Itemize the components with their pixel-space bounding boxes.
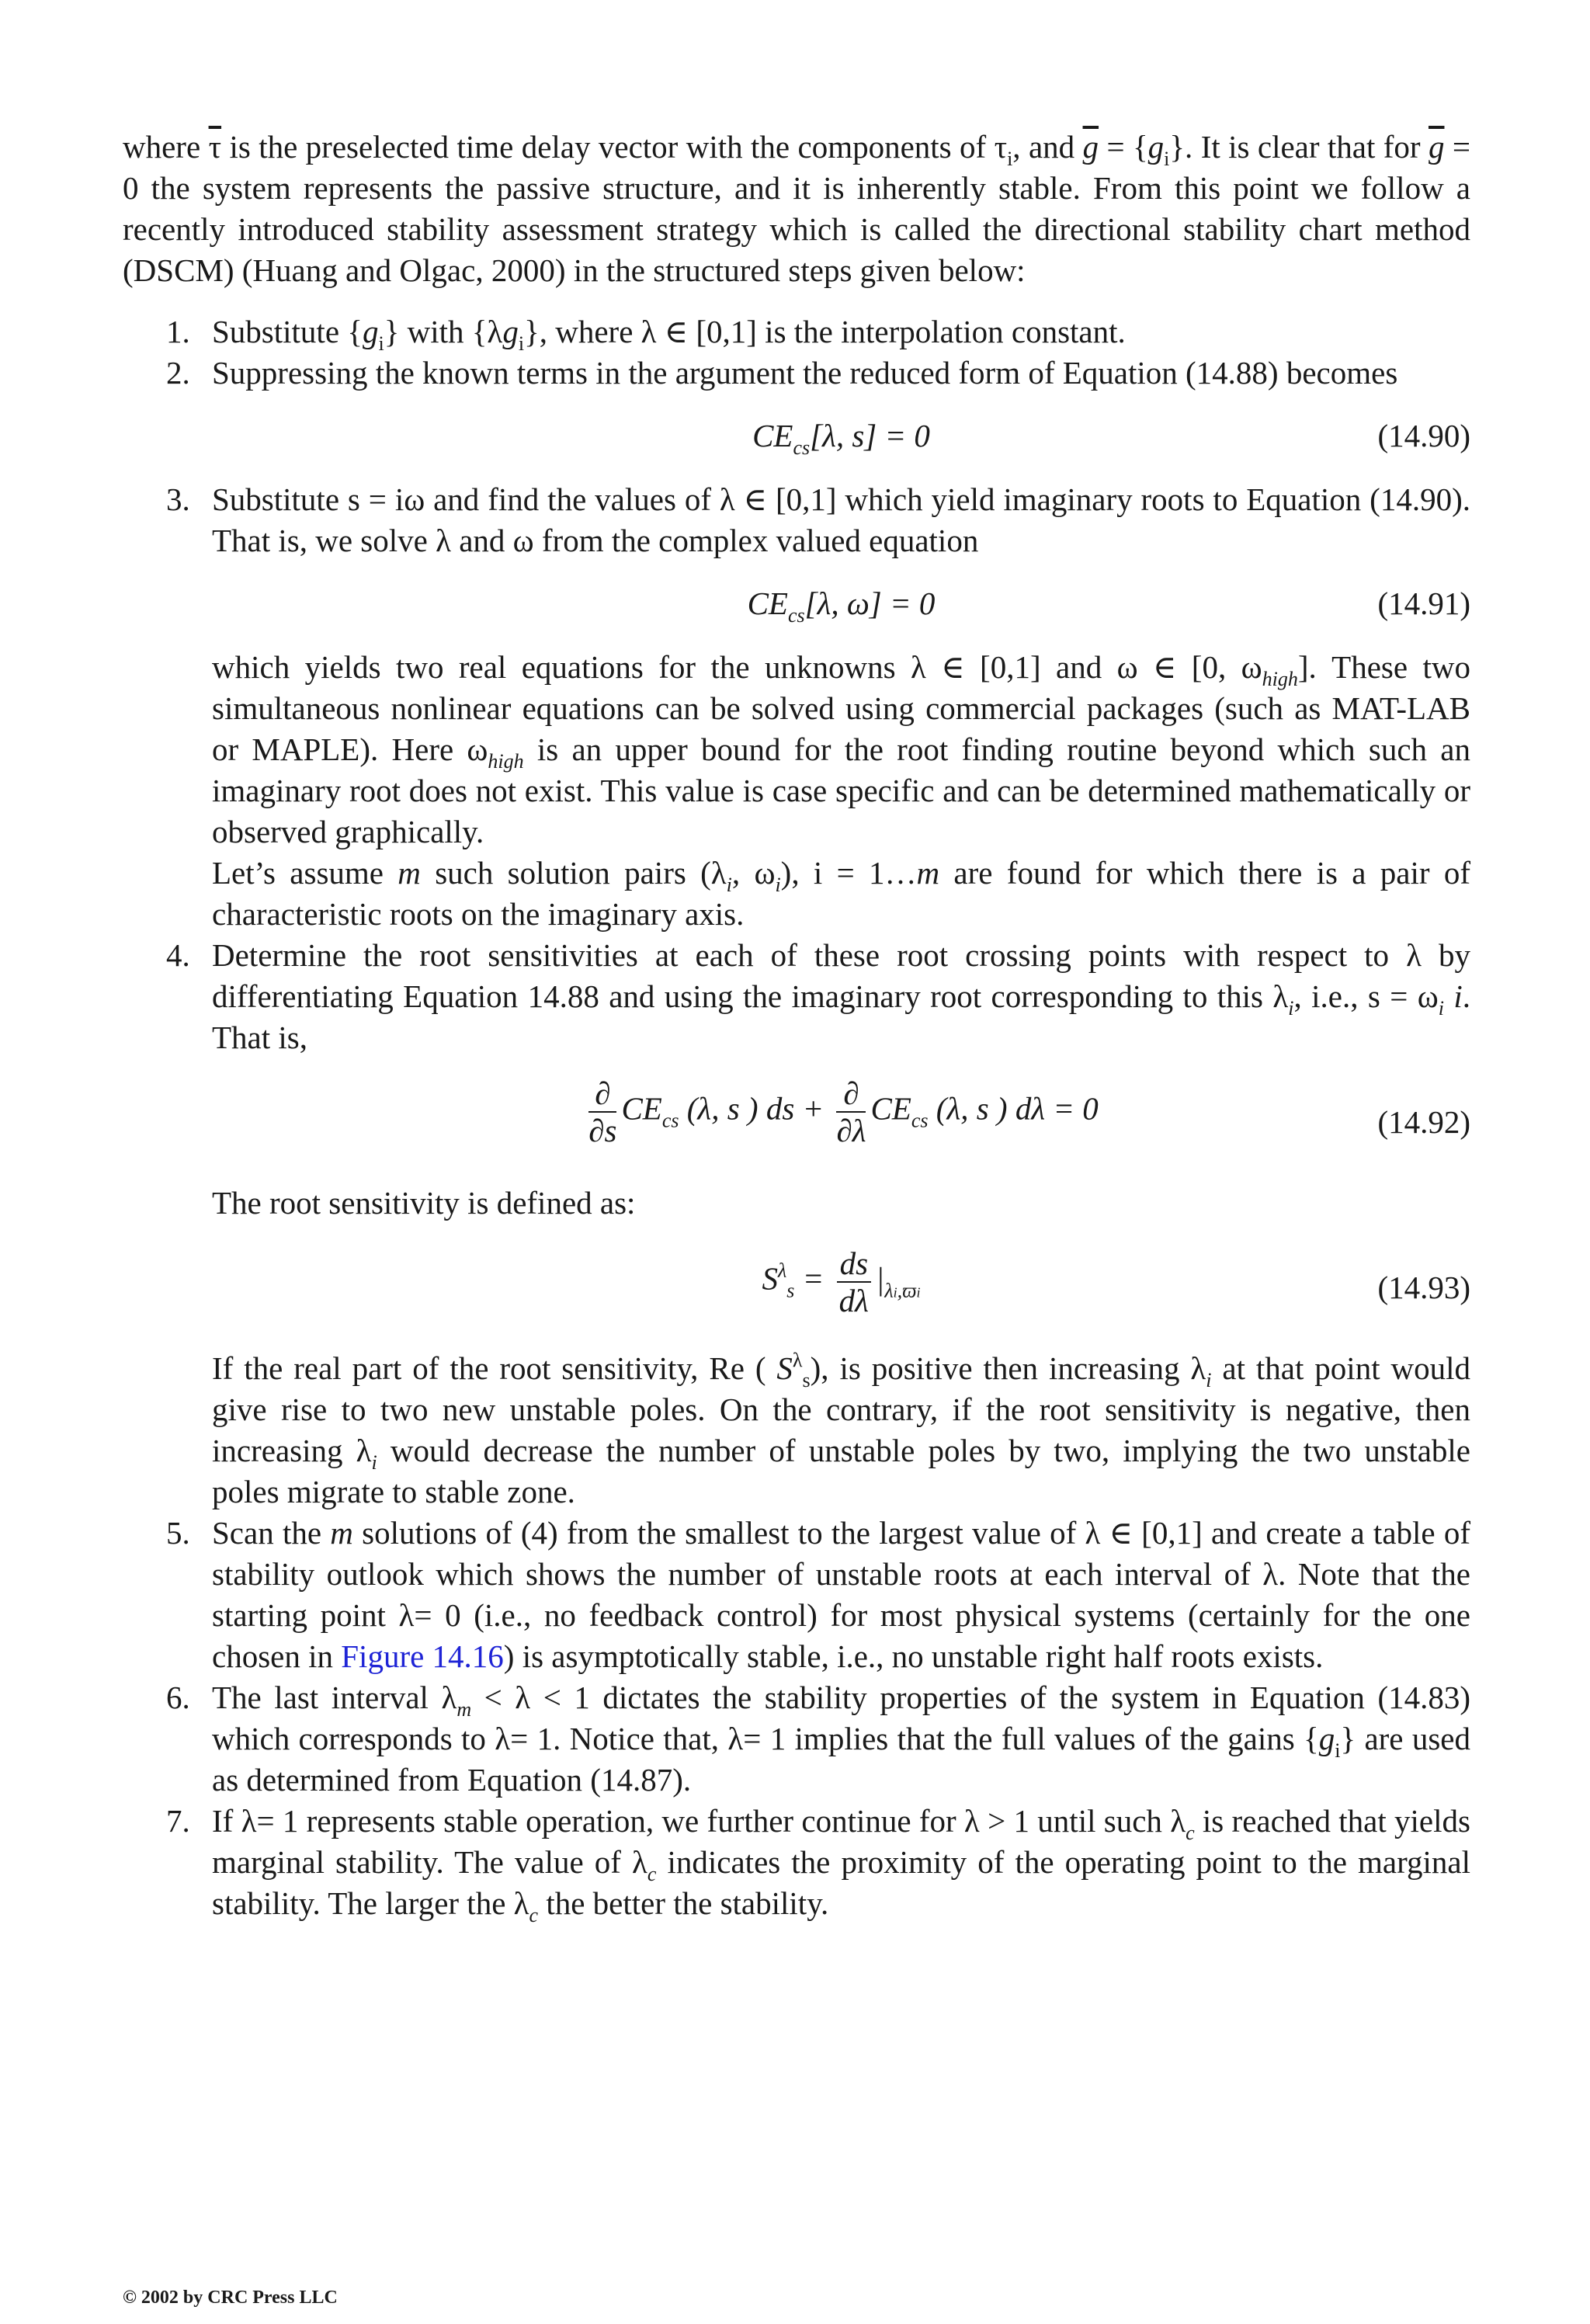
- list-item: 5. Scan the m solutions of (4) from the smallest to the largest value of λ ∈ [0,1] and create a table of stability outlook which shows the number of unstable roots at each interval of λ. Note that the starting point λ= 0 (i.e., no feedback control) for most physical systems (certainly for the one chosen in Figure 14.16) is asymptotically stable, i.e., no unstable right half roots exists.: [166, 1515, 1471, 1674]
- equation-number: (14.91): [1377, 585, 1470, 621]
- intro-paragraph: where $\overline{\tau}$ is the preselected time delay vector with the components of $\tau_i$, and $\overline{g} = \{g_i\}$. It is clear that for $\overline{g} = 0$ the system represents the passive structure, and it is inherently stable. From this point we follow a recently introduced stability assessment strategy which is called the directional stability chart method (DSCM) (Huang and Olgac, 2000) in the structured steps given below:: [123, 129, 1471, 288]
- list-item: 4. Determine the root sensitivities at each of these root crossing points with respect to λ by differentiating Equation 14.88 and using the imaginary root corresponding to this $\lambda_i$, i.e., $s = \omega_i$ i. That is, $\frac{\partial}{\partial s}$ $CE_{cs}$ (λ, s ) ds + $\frac{\partial}{\partial\lambda}$ $CE_{cs}$ (λ, s ) dλ = 0 (14.92) The root sensitivity is defined as: $S^\lambda_s$ = $\frac{ds}{d\lambda}$ $|_{\lambda i,ϖi}$ (14.93) If the real part of the root sensitivity, Re ( $S^\lambda_s$), is positive then increasing $\lambda_i$ at that point would give rise to two new unstable poles. On the contrary, if the root sensitivity is negative, then increasing $\lambda_i$ would decrease the number of unstable poles by two, implying the two unstable poles migrate to stable zone.: [123, 935, 1470, 1513]
- step4-continuation: If the real part of the root sensitivity, Re ( $S^\lambda_s$), is positive then increasing $\lambda_i$ at that point would give rise to two new unstable poles. On the contrary, if the root sensitivity is negative, then increasing $\lambda_i$ would decrease the number of unstable poles by two, implying the two unstable poles migrate to stable zone.: [212, 1349, 1471, 1509]
- list-item: 3. Substitute s = iω and find the values of λ ∈ [0,1] which yield imaginary roots to Equation (14.90). That is, we solve λ and ω from the complex valued equation $CE_{cs}[\lambda$, ω] = 0 (14.91) which yields two real equations for the unknowns λ ∈ [0,1] and ω ∈ [0, $\omega_{high}$]. These two simultaneous nonlinear equations can be solved using commercial packages (such as MAT-LAB or MAPLE). Here $\omega_{high}$ is an upper bound for the root finding routine beyond which such an imaginary root does not exist. This value is case specific and can be determined mathematically or observed graphically. Let’s assume m such solution pairs ($\lambda_i$, $\omega_i$), i = 1…m are found for which there is a pair of characteristic roots on the imaginary axis.: [123, 479, 1470, 935]
- list-item: 2. Suppressing the known terms in the argument the reduced form of Equation (14.88) becomes $CE_{cs}[\lambda$, s] = 0 (14.90): [123, 353, 1470, 479]
- equation-14-91: $CE_{cs}[\lambda$, ω] = 0 (14.91): [212, 561, 1470, 647]
- equation-14-90: $CE_{cs}[\lambda$, s] = 0 (14.90): [212, 394, 1470, 479]
- copyright-footer: © 2002 by CRC Press LLC: [123, 2288, 338, 2308]
- equation-number: (14.92): [1377, 1104, 1470, 1140]
- equation-number: (14.90): [1377, 418, 1470, 453]
- dscm-steps-list: [123, 311, 1470, 1924]
- figure-14-16-link[interactable]: Figure 14.16: [341, 1638, 504, 1674]
- equation-14-92: $\frac{\partial}{\partial s}$ $CE_{cs}$ (λ, s ) ds + $\frac{\partial}{\partial\lambda}$ $CE_{cs}$ (λ, s ) dλ = 0 (14.92): [588, 1075, 1470, 1148]
- step3-continuation: which yields two real equations for the unknowns λ ∈ [0,1] and ω ∈ [0, $\omega_{high}$]. These two simultaneous nonlinear equations can be solved using commercial packages (such as MAT-LAB or MAPLE). Here $\omega_{high}$ is an upper bound for the root finding routine beyond which such an imaginary root does not exist. This value is case specific and can be determined mathematically or observed graphically.: [212, 649, 1471, 849]
- equation-number: (14.93): [1377, 1270, 1470, 1305]
- page-body: [123, 127, 1470, 1924]
- list-item: 7. If λ= 1 represents stable operation, we further continue for λ > 1 until such $\lambda_c$ is reached that yields marginal stability. The value of $\lambda_c$ indicates the proximity of the operating point to the marginal stability. The larger the $\lambda_c$ the better the stability.: [166, 1803, 1470, 1926]
- partial-lambda-fraction: $\frac{\partial}{\partial\lambda}$: [836, 1075, 866, 1148]
- step3-assumption: Let’s assume m such solution pairs ($\lambda_i$, $\omega_i$), i = 1…m are found for which there is a pair of characteristic roots on the imaginary axis.: [212, 855, 1470, 932]
- equation-14-93: $S^\lambda_s$ = $\frac{ds}{d\lambda}$ $|_{\lambda i,ϖi}$ (14.93): [762, 1245, 1470, 1318]
- list-item: 6. The last interval $\lambda_m < \lambda < 1$ dictates the stability properties of the system in Equation (14.83) which corresponds to λ= 1. Notice that, λ= 1 implies that the full values of the gains $\{g_i\}$ are used as determined from Equation (14.87).: [166, 1680, 1470, 1798]
- ds-dlambda-fraction: $\frac{ds}{d\lambda}$: [837, 1245, 871, 1318]
- partial-s-fraction: $\frac{\partial}{\partial s}$: [588, 1075, 617, 1148]
- list-item: 1. Substitute $\{g_i\}$ with $\{\lambda g_i\}$, where λ ∈ [0,1] is the interpolation constant.: [166, 314, 1126, 355]
- sensitivity-definition: The root sensitivity is defined as:: [212, 1185, 636, 1221]
